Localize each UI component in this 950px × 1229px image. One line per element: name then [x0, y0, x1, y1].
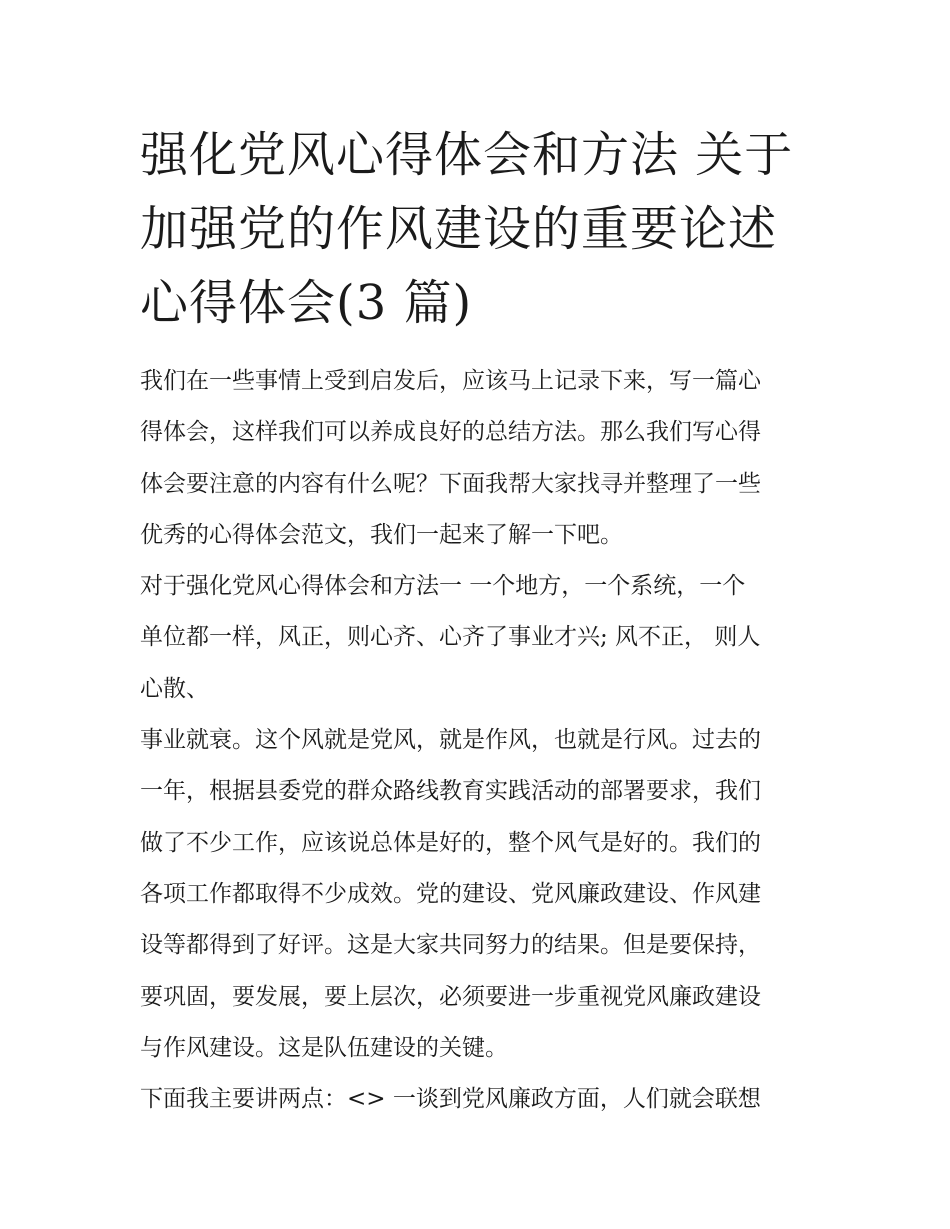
title-line-2: 加强党的作风建设的重要论述 — [140, 201, 778, 257]
title-line-3: 心得体会(3 篇) — [140, 275, 473, 331]
body-line: 体会要注意的内容有什么呢？下面我帮大家找寻并整理了一些 — [140, 470, 761, 497]
body-line: 各项工作都取得不少成效。党的建设、党风廉政建设、作风建 — [140, 880, 761, 907]
body-line: 优秀的心得体会范文，我们一起来了解一下吧。 — [140, 521, 623, 548]
body-line: 我们在一些事情上受到启发后，应该马上记录下来，写一篇心 — [140, 368, 761, 394]
body-line: 做了不少工作，应该说总体是好的，整个风气是好的。我们的 — [140, 829, 761, 856]
body-line: 一年，根据县委党的群众路线教育实践活动的部署要求，我们 — [140, 778, 761, 805]
body-line: 与作风建设。这是队伍建设的关键。 — [140, 1034, 508, 1061]
document-body — [140, 356, 816, 1125]
body-line: 事业就衰。这个风就是党风，就是作风，也就是行风。过去的 — [140, 727, 761, 754]
title-line-1: 强化党风心得体会和方法 关于 — [140, 127, 794, 183]
body-line: 要巩固，要发展，要上层次，必须要进一步重视党风廉政建设 — [140, 983, 761, 1010]
body-line: 设等都得到了好评。这是大家共同努力的结果。但是要保持， — [140, 932, 761, 959]
body-line: 心散、 — [140, 675, 209, 702]
document-title — [140, 118, 816, 340]
document-page — [140, 118, 816, 1125]
body-line: 对于强化党风心得体会和方法一 一个地方，一个系统，一个 — [140, 573, 746, 600]
body-line: 下面我主要讲两点：<> 一谈到党风廉政方面，人们就会联想 — [140, 1086, 761, 1113]
body-line: 单位都一样，风正，则心齐、心齐了事业才兴; 风不正， 则人 — [140, 624, 761, 651]
body-line: 得体会，这样我们可以养成良好的总结方法。那么我们写心得 — [140, 419, 761, 446]
